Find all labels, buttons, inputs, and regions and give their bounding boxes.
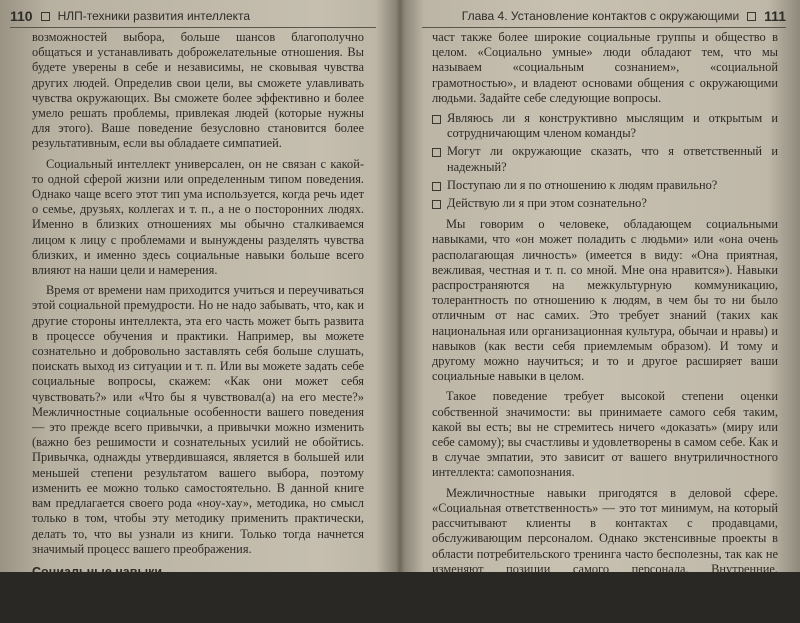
list-item [432,178,778,193]
right-running-head: Глава 4. Установление контактов с окружающими [461,9,740,23]
right-paragraph-1: Мы говорим о человеке, обладающем социальными навыками, что «он может поладить с людьми» или «она очень располагающая личность» (имеется в виду: «Она приятная, вежливая, честная и т. п. со мной. Мне она нравится»). Навыки распространяются на межкультурную коммуникацию, толерантность по отношению к людям, в чем бы то ни было отличным от нас самих. Это требует знаний (таких как национальная или организационная культура, обычаи и нравы) и навыков (как вести себя приемлемым образом). И тому и другому можно научиться; и то и другое расширяет ваши социальные навыки в целом. [432,217,778,384]
left-page-body [32,30,364,614]
right-header-rule [422,27,786,28]
right-intro-paragraph: част также более широкие социальные группы и общество в целом. «Социально умные» люди обладают тем, что мы называем «социальным сознанием», «социальной грамотностью», и владеют основами общения с окружающими людьми. Задайте себе следующие вопросы. [432,30,778,105]
header-square-icon [41,12,50,21]
checkbox-bullet-icon [432,182,441,191]
list-item [432,196,778,211]
header-square-icon [747,12,756,21]
question-text: Действую ли я при этом сознательно? [447,196,647,211]
checkbox-bullet-icon [432,148,441,157]
left-running-head: НЛП-техники развития интеллекта [57,9,251,23]
question-text: Поступаю ли я по отношению к людям правильно? [447,177,718,192]
left-running-header [10,6,376,26]
left-paragraph-3: Время от времени нам приходится учиться и переучиваться этой социальной премудрости. Но не надо забывать, что, как и другие стороны интеллекта, эта его часть может быть развита в процессе обучения и практики. Например, вы можете сознательно и добровольно заставлять себя больше слушать, поискать выход из ситуации и т. п. Или вы можете задать себе социальные вопросы, скажем: «Как они может себя чувствовать?» или «Что бы я чувствовал(а) на его месте?» Межличностные социальные особенности вашего поведения — это прежде всего привычки, а привычки можно изменить (важно без решимости и сознательных усилий не обойтись. Привычка, однажды утвердившаяся, является в большей или меньшей степени результатом вашего выбора, поэтому изменить ее можно только самостоятельно. В данной книге вам предлагается своего рода «ноу-хау», методика, но смысл только в том, чтобы эту методику применить практически, делать то, что вы узнали из книги. Только тогда начнется значимый процесс вашего преображения. [32,283,364,556]
checkbox-bullet-icon [432,115,441,124]
list-item [432,111,778,141]
left-paragraph-1: возможностей выбора, больше шансов благополучно общаться и устанавливать доброжелательные отношения. Вы будете уверены в себе и независимы, не сковывая чувства других людей. Определив свои цели, вы сможете улавливать чувства окружающих. Вы сможете более эффективно и более умело решать проблемы, привлекая людей (которые нужны для этого). Ваше поведение безусловно становится более результативным, если вы обладаете симпатией. [32,30,364,151]
right-paragraph-2: Такое поведение требует высокой степени оценки собственной значимости: вы принимаете самого себя таким, какой вы есть; вы не стремитесь ничего «доказать» (миру или себе самому); вы счастливы и удовлетворены в самом себе. Как и в случае эмпатии, это зависит от вашего внутриличностного интеллекта: самопознания. [432,389,778,480]
left-header-rule [10,27,376,28]
section-heading: Социальные навыки [32,564,163,579]
right-page [408,0,800,622]
right-page-body [432,30,778,622]
question-text: Являюсь ли я конструктивно мыслящим и открытым и сотрудничающим членом команды? [447,111,778,141]
left-paragraph-4: Этот аспект межличностного интеллекта распространяется на ваших личных друзей, семью и коллег по работе. Он включает [32,584,364,614]
right-running-header [422,6,786,26]
left-page [0,0,392,614]
question-list [432,111,778,211]
left-page-number: 110 [10,8,33,24]
right-page-number: 111 [764,8,786,24]
left-paragraph-2: Социальный интеллект универсален, он не связан с какой-то одной сферой жизни или определенным типом поведения. Однако чаще всего этот тип ума используется, когда речь идет о семье, друзьях, коллегах и т. п., а не о посторонних людях. Именно в близких отношениях мы обычно сталкиваемся лицом к лицу с проблемами и вынуждены разделять чувства близких, и именно здесь социальные навыки больше всего влияют на наши цели и намерения. [32,156,364,278]
checkbox-bullet-icon [432,200,441,209]
question-text: Могут ли окружающие сказать, что я ответственный и надежный? [447,144,778,174]
right-paragraph-3: Межличностные навыки пригодятся в деловой сфере. «Социальная ответственность» — это тот минимум, на который рассчитывают клиенты в контактах с продавцами, обслуживающим персоналом. Однако экстенсивные проекты в области потребительского тренинга часто бесполезны, так как не изменяют позиции самого персонала. Внутренние, внутриличностные позиции остаются незатронутыми, поэтому любое внешнее управление или «предписания» воспринимаются как неискренние. [432,485,778,622]
list-item [432,144,778,174]
